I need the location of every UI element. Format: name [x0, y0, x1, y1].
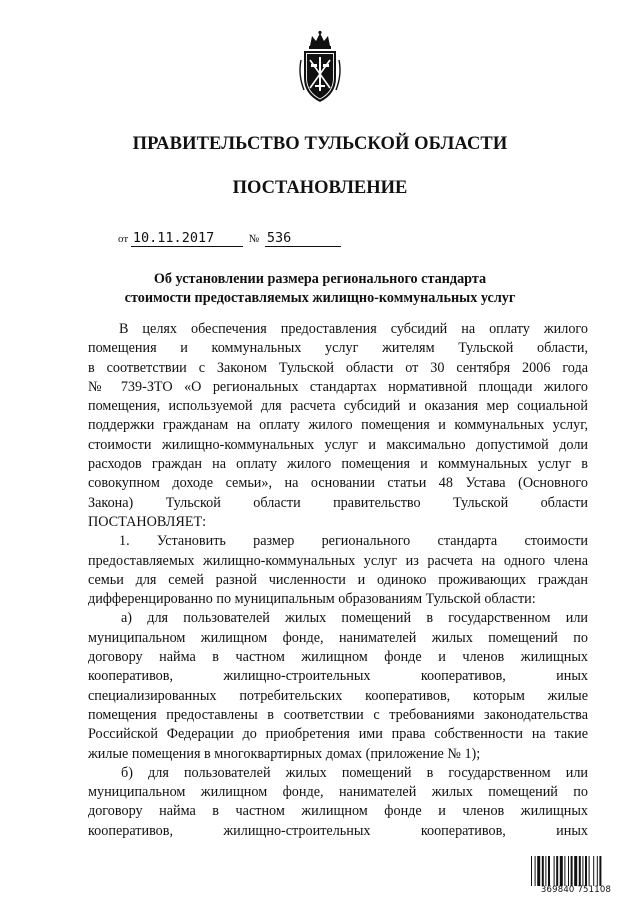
barcode-number: 369840 751108 [540, 885, 612, 895]
barcode-bar [560, 856, 563, 886]
body-line: стоимости жилищно-коммунальных услуг и максимально допустимой доли [88, 436, 588, 453]
document-body [88, 320, 588, 841]
body-line: жилые помещения в многоквартирных домах (приложение № 1); [88, 745, 481, 762]
barcode-bar [571, 856, 573, 886]
body-line: а) для пользователей жилых помещений в государственном или [121, 610, 588, 627]
barcode-bar [531, 856, 532, 886]
body-line: В целях обеспечения предоставления субсидий на оплату жилого [119, 321, 588, 337]
barcode-bar [597, 856, 598, 886]
document-number: 536 [265, 230, 341, 247]
body-line: б) для пользователей жилых помещений в государственном или [121, 764, 588, 781]
barcode-icon [530, 856, 622, 886]
barcode-bar [589, 856, 590, 886]
barcode-bar [537, 856, 540, 886]
body-line: договору найма в частном жилищном фонде и членов жилищных [88, 649, 588, 666]
subject-line: Об установлении размера регионального стандарта [153, 271, 487, 287]
barcode-bar [554, 856, 555, 886]
body-line: помещения предоставлены в соответствии с требованиями законодательства [88, 706, 588, 723]
body-line: расходов граждан на оплату жилого помещения и коммунальных услуг в [88, 456, 588, 473]
barcode-bar [556, 856, 558, 886]
barcode-bar [535, 856, 536, 886]
body-line: в соответствии с Законом Тульской области от 30 сентября 2006 года [88, 359, 588, 376]
document-barcode [530, 856, 622, 896]
barcode-bar [579, 856, 581, 886]
barcode-bar [545, 856, 546, 886]
barcode-bar [582, 856, 583, 886]
barcode-bar [542, 856, 544, 886]
document-type: ПОСТАНОВЛЕНИЕ [232, 178, 408, 198]
body-line: муниципальном жилищном фонде, нанимателей жилых помещений по [88, 784, 588, 801]
date-number-line [118, 230, 341, 247]
barcode-bar [568, 856, 569, 886]
date-prefix: от [118, 233, 129, 245]
barcode-bar [593, 856, 594, 886]
barcode-bar [599, 856, 601, 886]
barcode-bar [548, 856, 550, 886]
body-line: ПОСТАНОВЛЯЕТ: [88, 513, 207, 530]
body-line: семьи для семей разной численности и одиноко проживающих граждан [88, 571, 588, 588]
barcode-bar [574, 856, 577, 886]
body-line: кооперативов, жилищно-строительных кооперативов, иных [88, 822, 588, 839]
body-line: специализированных потребительских кооперативов, которым жилые [88, 687, 588, 704]
body-line: 1. Установить размер регионального стандарта стоимости [119, 533, 588, 550]
number-prefix: № [248, 233, 260, 245]
body-line: договору найма в частном жилищном фонде и членов жилищных [88, 803, 588, 820]
body-line: кооперативов, жилищно-строительных кооперативов, иных [88, 668, 588, 685]
barcode-bar [585, 856, 587, 886]
body-line: помещения и коммунальных услуг жителям Тульской области, [88, 340, 588, 357]
body-line: поддержки гражданам на оплату жилого помещения и коммунальных услуг, [88, 417, 588, 434]
subject-line: стоимости предоставляемых жилищно-коммунальных услуг [124, 290, 516, 306]
document-date: 10.11.2017 [131, 230, 243, 247]
body-line: Закона) Тульской области правительство Тульской области [88, 494, 588, 511]
body-line: предоставляемых жилищно-коммунальных услуг из расчета на одного члена [88, 552, 588, 569]
body-line: дифференцированно по муниципальным образованиям Тульской области: [88, 591, 536, 608]
body-line: совокупном доходе семьи», на основании статьи 48 Устава (Основного [88, 475, 588, 492]
body-line: Российской Федерации до приобретения ими права собственности на такие [88, 726, 588, 743]
body-line: муниципальном жилищном фонде, нанимателей жилых помещений по [88, 629, 588, 646]
body-line: № 739-ЗТО «О региональных стандартах нормативной площади жилого [88, 378, 588, 395]
document-subject [0, 270, 640, 308]
coat-of-arms-icon [297, 30, 343, 104]
organization-title: ПРАВИТЕЛЬСТВО ТУЛЬСКОЙ ОБЛАСТИ [132, 134, 508, 154]
body-line: помещения, используемой для расчета субсидий и оказания мер социальной [88, 398, 588, 415]
barcode-bar [564, 856, 565, 886]
